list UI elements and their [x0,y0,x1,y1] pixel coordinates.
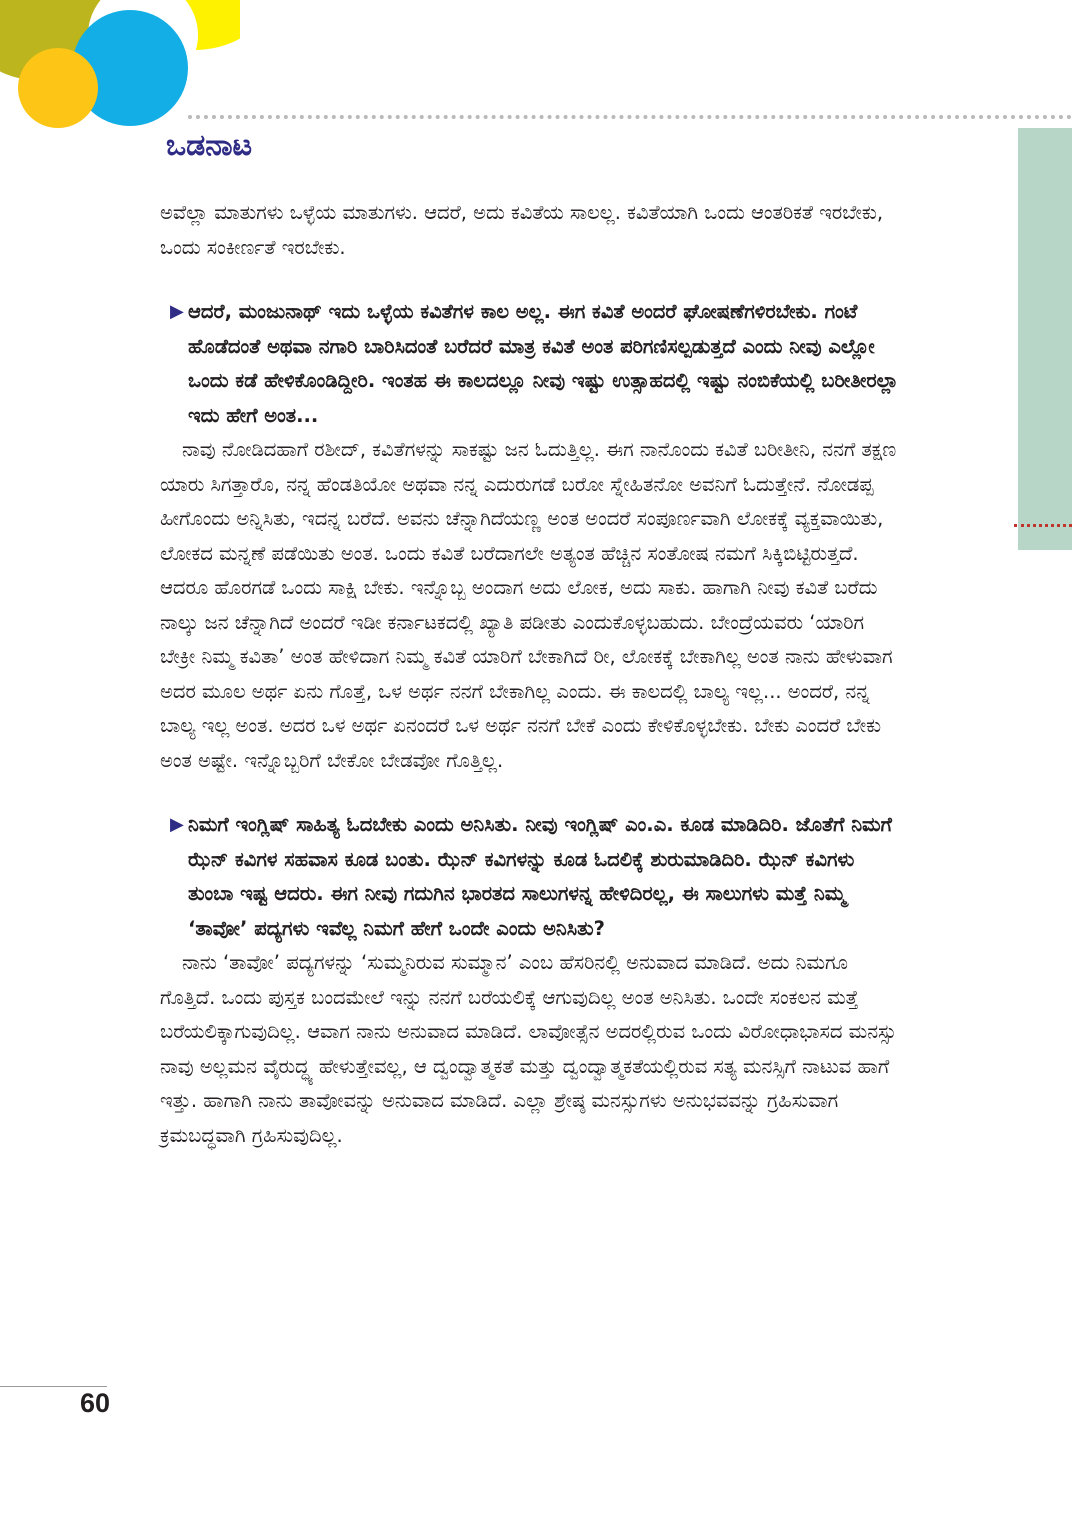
side-margin-tab [1018,128,1072,550]
section-title: ಒಡನಾಟ [166,128,253,163]
triangle-right-icon: ▶ [170,301,184,322]
question-2-text: ನಿಮಗೆ ಇಂಗ್ಲಿಷ್ ಸಾಹಿತ್ಯ ಓದಬೇಕು ಎಂದು ಅನಿಸಿತು. ನೀವು ಇಂಗ್ಲಿಷ್ ಎಂ.ಎ. ಕೂಡ ಮಾಡಿದಿರಿ. ಜೊತೆಗೆ ನಿಮಗೆ ಝೆನ್ ಕವಿಗಳ ಸಹವಾಸ ಕೂಡ ಬಂತು. ಝೆನ್ ಕವಿಗಳನ್ನು ಕೂಡ ಓದಲಿಕ್ಕೆ ಶುರುಮಾಡಿದಿರಿ. ಝೆನ್ ಕವಿಗಳು ತುಂಬಾ ಇಷ್ಟ ಆದರು. ಈಗ ನೀವು ಗದುಗಿನ ಭಾರತದ ಸಾಲುಗಳನ್ನ ಹೇಳಿದಿರಲ್ಲ, ಈ ಸಾಲುಗಳು ಮತ್ತೆ ನಿಮ್ಮ ‘ತಾವೋ’ ಪದ್ಯಗಳು ಇವೆಲ್ಲ ನಿಮಗೆ ಹೇಗೆ ಒಂದೇ ಎಂದು ಅನಿಸಿತು? [188,813,892,940]
side-dotted-marker [1014,524,1072,527]
decorative-circles [0,0,240,140]
intro-paragraph: ಅವೆಲ್ಲಾ ಮಾತುಗಳು ಒಳ್ಳೆಯ ಮಾತುಗಳು. ಆದರೆ, ಅದು ಕವಿತೆಯ ಸಾಲಲ್ಲ. ಕವಿತೆಯಾಗಿ ಒಂದು ಆಂತರಿಕತೆ ಇರಬೇಕು, ಒಂದು ಸಂಕೀರ್ಣತೆ ಇರಬೇಕು. [160,201,884,259]
header-dotted-rule [188,115,1072,119]
triangle-right-icon: ▶ [170,814,184,835]
article-body [160,196,900,1153]
orange-circle [18,48,98,128]
question-1-text: ಆದರೆ, ಮಂಜುನಾಥ್ ಇದು ಒಳ್ಳೆಯ ಕವಿತೆಗಳ ಕಾಲ ಅಲ್ಲ. ಈಗ ಕವಿತೆ ಅಂದರೆ ಘೋಷಣೆಗಳಿರಬೇಕು. ಗಂಟೆ ಹೊಡೆದಂತೆ ಅಥವಾ ನಗಾರಿ ಬಾರಿಸಿದಂತೆ ಬರೆದರೆ ಮಾತ್ರ ಕವಿತೆ ಅಂತ ಪರಿಗಣಿಸಲ್ಪಡುತ್ತದೆ ಎಂದು ನೀವು ಎಲ್ಲೋ ಒಂದು ಕಡೆ ಹೇಳಿಕೊಂಡಿದ್ದೀರಿ. ಇಂತಹ ಈ ಕಾಲದಲ್ಲೂ ನೀವು ಇಷ್ಟು ಉತ್ಸಾಹದಲ್ಲಿ ಇಷ್ಟು ನಂಬಿಕೆಯಲ್ಲಿ ಬರೀತೀರಲ್ಲಾ ಇದು ಹೇಗೆ ಅಂತ... [188,300,899,427]
spacer [160,778,900,808]
footer-rule [0,1386,107,1387]
interview-question-1 [160,295,900,433]
answer-1-paragraph: ನಾವು ನೋಡಿದಹಾಗೆ ರಶೀದ್, ಕವಿತೆಗಳನ್ನು ಸಾಕಷ್ಟು ಜನ ಓದುತ್ತಿಲ್ಲ. ಈಗ ನಾನೊಂದು ಕವಿತೆ ಬರೀತೀನಿ, ನನಗೆ ತಕ್ಷಣ ಯಾರು ಸಿಗತ್ತಾರೊ, ನನ್ನ ಹೆಂಡತಿಯೋ ಅಥವಾ ನನ್ನ ಎದುರುಗಡೆ ಬರೋ ಸ್ನೇಹಿತನೋ ಅವನಿಗೆ ಓದುತ್ತೇನೆ. ನೋಡಪ್ಪ ಹೀಗೊಂದು ಅನ್ನಿಸಿತು, ಇದನ್ನ ಬರೆದೆ. ಅವನು ಚೆನ್ನಾಗಿದೆಯಣ್ಣ ಅಂತ ಅಂದರೆ ಸಂಪೂರ್ಣವಾಗಿ ಲೋಕಕ್ಕೆ ವ್ಯಕ್ತವಾಯಿತು, ಲೋಕದ ಮನ್ನಣೆ ಪಡೆಯಿತು ಅಂತ. ಒಂದು ಕವಿತೆ ಬರೆದಾಗಲೇ ಅತ್ಯಂತ ಹೆಚ್ಚಿನ ಸಂತೋಷ ನಮಗೆ ಸಿಕ್ಕಿಬಿಟ್ಟಿರುತ್ತದೆ. ಆದರೂ ಹೊರಗಡೆ ಒಂದು ಸಾಕ್ಷಿ ಬೇಕು. ಇನ್ನೊಬ್ಬ ಅಂದಾಗ ಅದು ಲೋಕ, ಅದು ಸಾಕು. ಹಾಗಾಗಿ ನೀವು ಕವಿತೆ ಬರೆದು ನಾಲ್ಕು ಜನ ಚೆನ್ನಾಗಿದೆ ಅಂದರೆ ಇಡೀ ಕರ್ನಾಟಕದಲ್ಲಿ ಖ್ಯಾತಿ ಪಡೀತು ಎಂದುಕೊಳ್ಳಬಹುದು. ಬೇಂದ್ರೆಯವರು ‘ಯಾರಿಗ ಬೇಕ್ರೀ ನಿಮ್ಮ ಕವಿತಾ’ ಅಂತ ಹೇಳಿದಾಗ ನಿಮ್ಮ ಕವಿತೆ ಯಾರಿಗೆ ಬೇಕಾಗಿದೆ ರೀ, ಲೋಕಕ್ಕೆ ಬೇಕಾಗಿಲ್ಲ ಅಂತ ನಾನು ಹೇಳುವಾಗ ಅದರ ಮೂಲ ಅರ್ಥ ಏನು ಗೊತ್ತೆ, ಒಳ ಅರ್ಥ ನನಗೆ ಬೇಕಾಗಿಲ್ಲ ಎಂದು. ಈ ಕಾಲದಲ್ಲಿ ಬಾಲ್ಯ ಇಲ್ಲ... ಅಂದರೆ, ನನ್ನ ಬಾಲ್ಯ ಇಲ್ಲ ಅಂತ. ಅದರ ಒಳ ಅರ್ಥ ಏನಂದರೆ ಒಳ ಅರ್ಥ ನನಗೆ ಬೇಕೆ ಎಂದು ಕೇಳಿಕೊಳ್ಳಬೇಕು. ಬೇಕು ಎಂದರೆ ಬೇಕು ಅಂತ ಅಷ್ಟೇ. ಇನ್ನೊಬ್ಬರಿಗೆ ಬೇಕೋ ಬೇಡವೋ ಗೊತ್ತಿಲ್ಲ. [160,438,897,772]
interview-question-2 [160,808,900,946]
page-number: 60 [80,1388,111,1418]
answer-2-paragraph: ನಾನು ‘ತಾವೋ’ ಪದ್ಯಗಳನ್ನು ‘ಸುಮ್ಮನಿರುವ ಸುಮ್ಮಾನ’ ಎಂಬ ಹೆಸರಿನಲ್ಲಿ ಅನುವಾದ ಮಾಡಿದೆ. ಅದು ನಿಮಗೂ ಗೊತ್ತಿದೆ. ಒಂದು ಪುಸ್ತಕ ಬಂದಮೇಲೆ ಇನ್ನು ನನಗೆ ಬರೆಯಲಿಕ್ಕೆ ಆಗುವುದಿಲ್ಲ ಅಂತ ಅನಿಸಿತು. ಒಂದೇ ಸಂಕಲನ ಮತ್ತೆ ಬರೆಯಲಿಕ್ಕಾಗುವುದಿಲ್ಲ. ಆವಾಗ ನಾನು ಅನುವಾದ ಮಾಡಿದೆ. ಲಾವೋತ್ಸೆನ ಅದರಲ್ಲಿರುವ ಒಂದು ವಿರೋಧಾಭಾಸದ ಮನಸ್ಸು ನಾವು ಅಲ್ಲಮನ ವೈರುದ್ಧ್ಯ ಹೇಳುತ್ತೇವಲ್ಲ, ಆ ದ್ವಂದ್ವಾತ್ಮಕತೆ ಮತ್ತು ದ್ವಂದ್ವಾತ್ಮಕತೆಯಲ್ಲಿರುವ ಸತ್ಯ ಮನಸ್ಸಿಗೆ ನಾಟುವ ಹಾಗೆ ಇತ್ತು. ಹಾಗಾಗಿ ನಾನು ತಾವೋವನ್ನು ಅನುವಾದ ಮಾಡಿದೆ. ಎಲ್ಲಾ ಶ್ರೇಷ್ಠ ಮನಸ್ಸುಗಳು ಅನುಭವವನ್ನು ಗ್ರಹಿಸುವಾಗ ಕ್ರಮಬದ್ಧವಾಗಿ ಗ್ರಹಿಸುವುದಿಲ್ಲ. [160,951,897,1147]
